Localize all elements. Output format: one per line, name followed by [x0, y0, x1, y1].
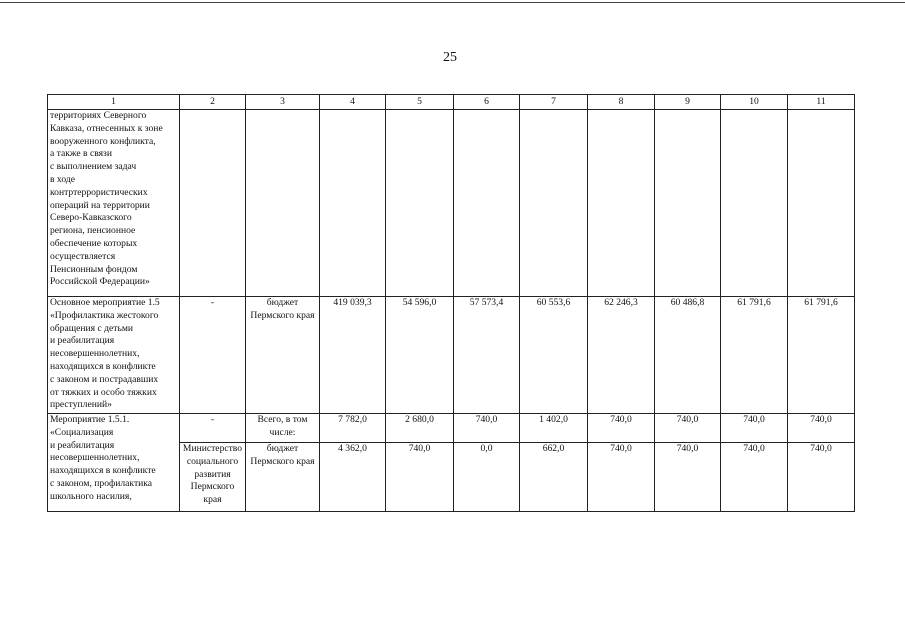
header-cell: 9	[655, 95, 721, 110]
header-cell: 8	[588, 95, 655, 110]
empty-cell	[246, 110, 320, 297]
empty-cell	[655, 110, 721, 297]
value-cell: 60 553,6	[520, 297, 588, 414]
header-cell: 4	[320, 95, 386, 110]
table-row	[48, 110, 855, 297]
value-cell: 4 362,0	[320, 443, 386, 512]
page-number: 25	[443, 50, 457, 65]
header-cell: 11	[788, 95, 855, 110]
empty-cell	[721, 110, 788, 297]
value-cell: 419 039,3	[320, 297, 386, 414]
empty-cell	[588, 110, 655, 297]
value-cell: 740,0	[588, 443, 655, 512]
executor-cell: Министерство социального развития Пермского края	[180, 443, 246, 512]
row-description: территориях Северного Кавказа, отнесенных к зоне вооруженного конфликта, а также в связи с выполнением задач в ходе контртеррористических операций на территории Северо-Кавказского региона, пенсионное обеспечение которых осуществляется Пенсионным фондом Российской Федерации»	[48, 110, 180, 297]
value-cell: 740,0	[655, 414, 721, 443]
value-cell: 61 791,6	[788, 297, 855, 414]
value-cell: 7 782,0	[320, 414, 386, 443]
value-cell: 740,0	[788, 414, 855, 443]
value-cell: 740,0	[721, 443, 788, 512]
value-cell: 740,0	[588, 414, 655, 443]
header-cell: 5	[386, 95, 454, 110]
value-cell: 1 402,0	[520, 414, 588, 443]
empty-cell	[520, 110, 588, 297]
value-cell: 662,0	[520, 443, 588, 512]
empty-cell	[320, 110, 386, 297]
value-cell: 57 573,4	[454, 297, 520, 414]
value-cell: 740,0	[788, 443, 855, 512]
header-row	[48, 95, 855, 110]
value-cell: 60 486,8	[655, 297, 721, 414]
header-cell: 3	[246, 95, 320, 110]
value-cell: 0,0	[454, 443, 520, 512]
empty-cell	[386, 110, 454, 297]
value-cell: 2 680,0	[386, 414, 454, 443]
value-cell: 740,0	[454, 414, 520, 443]
executor-cell: -	[180, 297, 246, 414]
header-cell: 7	[520, 95, 588, 110]
page-top-border	[0, 2, 905, 3]
header-cell: 2	[180, 95, 246, 110]
executor-cell: -	[180, 414, 246, 443]
header-cell: 1	[48, 95, 180, 110]
value-cell: 740,0	[721, 414, 788, 443]
empty-cell	[454, 110, 520, 297]
header-cell: 6	[454, 95, 520, 110]
value-cell: 740,0	[655, 443, 721, 512]
budget-table	[47, 94, 855, 512]
empty-cell	[180, 110, 246, 297]
value-cell: 54 596,0	[386, 297, 454, 414]
funding-source-cell: бюджет Пермского края	[246, 443, 320, 512]
value-cell: 62 246,3	[588, 297, 655, 414]
funding-source-cell: Всего, в том числе:	[246, 414, 320, 443]
row-description: Мероприятие 1.5.1. «Социализация и реабилитация несовершеннолетних, находящихся в конфликте с законом, профилактика школьного насилия,	[48, 414, 180, 512]
value-cell: 740,0	[386, 443, 454, 512]
empty-cell	[788, 110, 855, 297]
funding-source-cell: бюджет Пермского края	[246, 297, 320, 414]
row-description: Основное мероприятие 1.5 «Профилактика жестокого обращения с детьми и реабилитация несовершеннолетних, находящихся в конфликте с законом и пострадавших от тяжких и особо тяжких преступлений»	[48, 297, 180, 414]
header-cell: 10	[721, 95, 788, 110]
value-cell: 61 791,6	[721, 297, 788, 414]
table-row	[48, 297, 855, 414]
table-row	[48, 414, 855, 443]
